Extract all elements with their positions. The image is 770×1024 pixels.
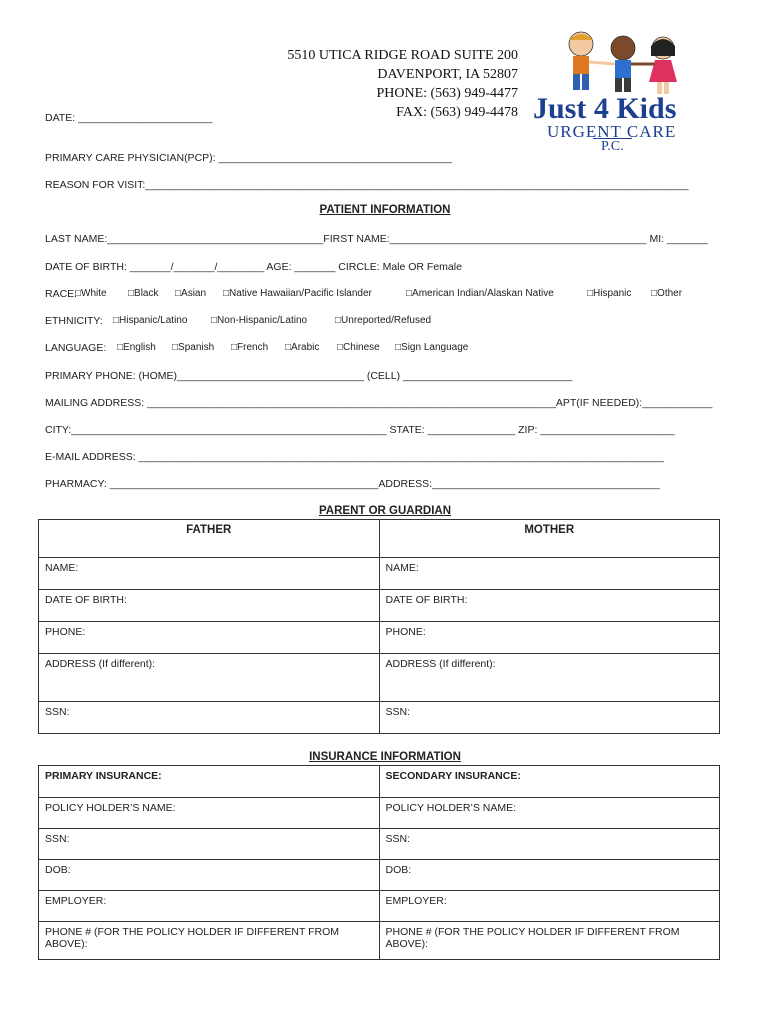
race-hispanic-checkbox[interactable]: □Hispanic <box>587 288 632 299</box>
primary-employer-cell[interactable]: EMPLOYER: <box>39 891 380 922</box>
primary-insurance-cell[interactable]: PRIMARY INSURANCE: <box>39 766 380 798</box>
language-chinese-checkbox[interactable]: □Chinese <box>337 342 380 353</box>
language-sign-checkbox[interactable]: □Sign Language <box>395 342 469 353</box>
mother-address-cell[interactable]: ADDRESS (If different): <box>379 654 720 702</box>
patient-info-heading: PATIENT INFORMATION <box>319 204 451 216</box>
race-american-indian-checkbox[interactable]: □American Indian/Alaskan Native <box>406 288 554 299</box>
ethnicity-unreported-checkbox[interactable]: □Unreported/Refused <box>335 315 432 326</box>
race-asian-checkbox[interactable]: □Asian <box>175 288 207 299</box>
parent-guardian-heading: PARENT OR GUARDIAN <box>318 505 452 517</box>
race-row <box>45 288 683 300</box>
mother-dob-cell[interactable]: DATE OF BIRTH: <box>379 590 720 622</box>
secondary-employer-cell[interactable]: EMPLOYER: <box>379 891 720 922</box>
father-dob-cell[interactable]: DATE OF BIRTH: <box>39 590 380 622</box>
ethnicity-label: ETHNICITY: <box>45 315 103 327</box>
phone-fields[interactable]: PRIMARY PHONE: (HOME)________________________________ (CELL) _____________________________ <box>45 370 573 382</box>
language-label: LANGUAGE: <box>45 342 107 354</box>
primary-dob-cell[interactable]: DOB: <box>39 860 380 891</box>
language-english-checkbox[interactable]: □English <box>117 342 156 353</box>
mother-ssn-cell[interactable]: SSN: <box>379 702 720 734</box>
primary-policy-holder-cell[interactable]: POLICY HOLDER’S NAME: <box>39 798 380 829</box>
insurance-info-heading: INSURANCE INFORMATION <box>309 751 461 763</box>
address-phone: PHONE: (563) 949-4477 <box>376 86 518 101</box>
race-other-checkbox[interactable]: □Other <box>651 288 683 299</box>
race-label: RACE: <box>45 288 78 300</box>
father-ssn-cell[interactable]: SSN: <box>39 702 380 734</box>
email-field[interactable]: E-MAIL ADDRESS: __________________________________________________________________________________________ <box>45 451 665 463</box>
address-line1: 5510 UTICA RIDGE ROAD SUITE 200 <box>287 48 518 63</box>
name-fields[interactable]: LAST NAME:_____________________________________FIRST NAME:____________________________________________ MI: _______ <box>45 233 708 245</box>
kids-illustration-icon <box>533 30 723 100</box>
secondary-ssn-cell[interactable]: SSN: <box>379 829 720 860</box>
parent-guardian-table <box>38 519 720 734</box>
dob-age-sex-fields[interactable]: DATE OF BIRTH: _______/_______/________ AGE: _______ CIRCLE: Male OR Female <box>45 261 462 273</box>
address-line2: DAVENPORT, IA 52807 <box>377 67 518 82</box>
primary-ssn-cell[interactable]: SSN: <box>39 829 380 860</box>
secondary-dob-cell[interactable]: DOB: <box>379 860 720 891</box>
language-row <box>45 342 469 354</box>
logo-pc: P.C. <box>593 138 632 155</box>
clinic-address <box>287 46 518 122</box>
language-arabic-checkbox[interactable]: □Arabic <box>285 342 320 353</box>
pharmacy-field[interactable]: PHARMACY: ______________________________________________ADDRESS:_______________________________________ <box>45 478 660 490</box>
pcp-field[interactable]: PRIMARY CARE PHYSICIAN(PCP): ________________________________________ <box>45 152 453 164</box>
mother-column-header: MOTHER <box>379 520 720 558</box>
primary-phone-cell[interactable]: PHONE # (FOR THE POLICY HOLDER IF DIFFERENT FROM ABOVE): <box>39 922 380 960</box>
race-black-checkbox[interactable]: □Black <box>128 288 159 299</box>
secondary-phone-cell[interactable]: PHONE # (FOR THE POLICY HOLDER IF DIFFERENT FROM ABOVE): <box>379 922 720 960</box>
date-field[interactable]: DATE: _______________________ <box>45 112 213 124</box>
ethnicity-row <box>45 315 432 327</box>
mailing-address-field[interactable]: MAILING ADDRESS: ______________________________________________________________________APT(IF NEEDED):____________ <box>45 397 713 409</box>
insurance-table <box>38 765 720 960</box>
reason-field[interactable]: REASON FOR VISIT:_____________________________________________________________________________________________ <box>45 179 689 191</box>
logo-subtitle: URGENT CARE <box>547 122 677 141</box>
father-column-header: FATHER <box>39 520 380 558</box>
mother-name-cell[interactable]: NAME: <box>379 558 720 590</box>
mother-phone-cell[interactable]: PHONE: <box>379 622 720 654</box>
secondary-policy-holder-cell[interactable]: POLICY HOLDER’S NAME: <box>379 798 720 829</box>
address-fax: FAX: (563) 949-4478 <box>396 105 518 120</box>
language-french-checkbox[interactable]: □French <box>231 342 269 353</box>
logo-title: Just 4 Kids <box>533 92 677 125</box>
clinic-logo <box>533 30 723 155</box>
language-spanish-checkbox[interactable]: □Spanish <box>172 342 215 353</box>
father-phone-cell[interactable]: PHONE: <box>39 622 380 654</box>
city-state-zip-fields[interactable]: CITY:______________________________________________________ STATE: _______________ ZIP: _______________________ <box>45 424 675 436</box>
father-name-cell[interactable]: NAME: <box>39 558 380 590</box>
race-white-checkbox[interactable]: □White <box>75 288 107 299</box>
father-address-cell[interactable]: ADDRESS (If different): <box>39 654 380 702</box>
ethnicity-non-hispanic-checkbox[interactable]: □Non-Hispanic/Latino <box>211 315 308 326</box>
ethnicity-hispanic-checkbox[interactable]: □Hispanic/Latino <box>113 315 188 326</box>
secondary-insurance-cell[interactable]: SECONDARY INSURANCE: <box>379 766 720 798</box>
race-hawaiian-checkbox[interactable]: □Native Hawaiian/Pacific Islander <box>223 288 372 299</box>
